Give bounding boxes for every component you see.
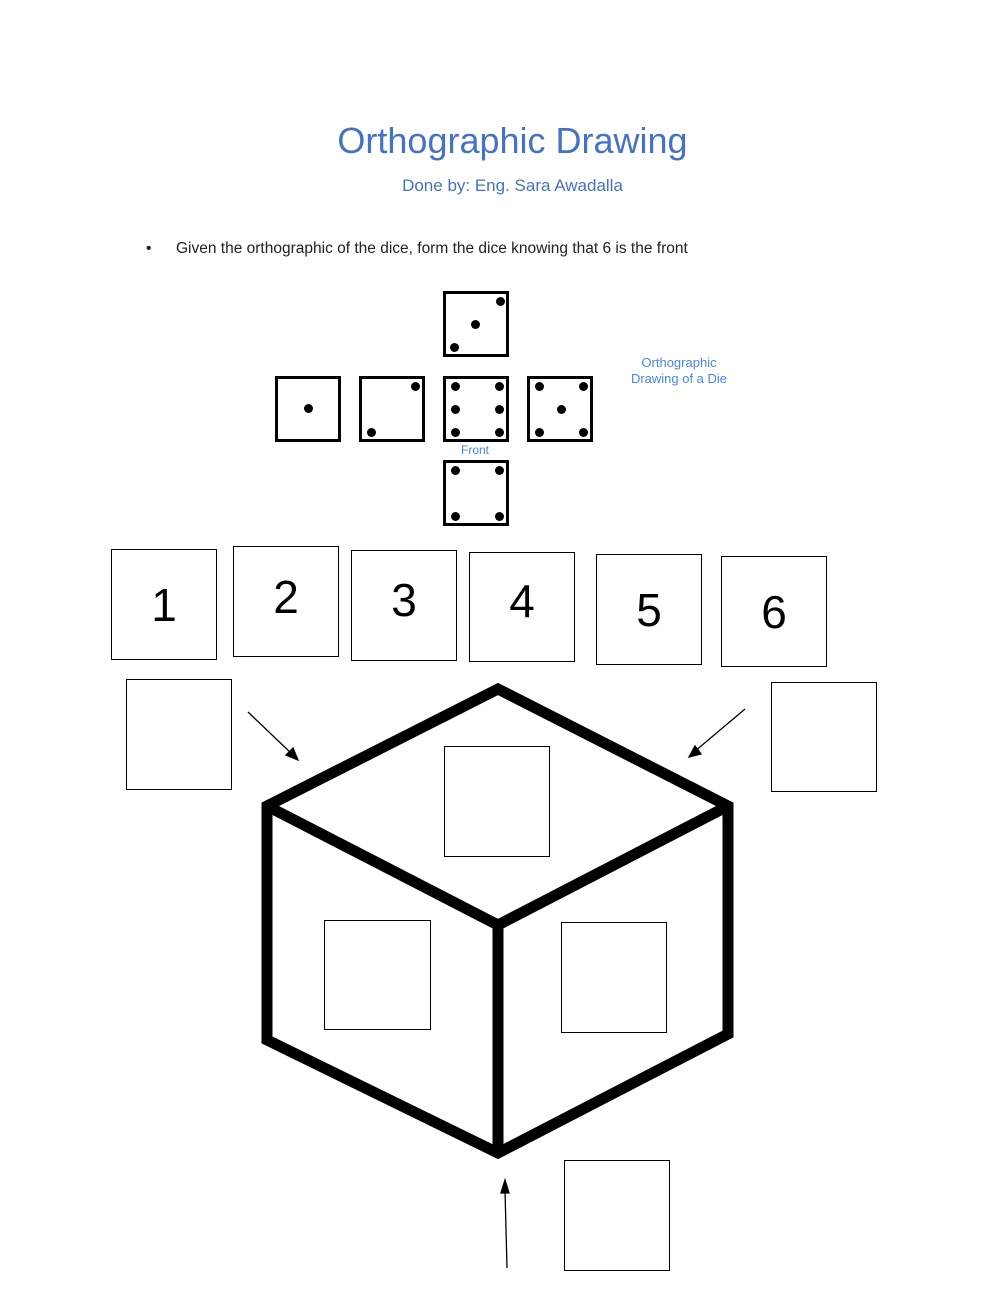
page-subtitle: Done by: Eng. Sara Awadalla <box>402 176 623 195</box>
number-tile-4[interactable]: 4 <box>469 552 575 662</box>
number-tile-5[interactable]: 5 <box>596 554 702 665</box>
page-title: Orthographic Drawing <box>337 120 688 161</box>
bullet-point: • <box>146 240 152 257</box>
instruction-text: Given the orthographic of the dice, form the dice knowing that 6 is the front <box>176 240 688 257</box>
arrow-bottom <box>505 1190 507 1268</box>
arrow-top-left <box>248 712 293 755</box>
arrowhead-bottom <box>501 1180 509 1193</box>
front-label: Front <box>461 443 490 457</box>
net-note: Orthographic Drawing of a Die <box>630 355 728 386</box>
answer-box-bottom-view[interactable] <box>564 1160 670 1271</box>
number-tile-6[interactable]: 6 <box>721 556 827 667</box>
answer-box-right-view[interactable] <box>771 682 877 792</box>
answer-box-left-view[interactable] <box>126 679 232 790</box>
number-tile-3[interactable]: 3 <box>351 550 457 661</box>
arrow-top-right <box>694 709 745 752</box>
answer-box-cube-right[interactable] <box>561 922 667 1033</box>
answer-box-cube-top[interactable] <box>444 746 550 857</box>
answer-box-cube-left[interactable] <box>324 920 431 1030</box>
number-tile-2[interactable]: 2 <box>233 546 339 657</box>
number-tile-1[interactable]: 1 <box>111 549 217 660</box>
